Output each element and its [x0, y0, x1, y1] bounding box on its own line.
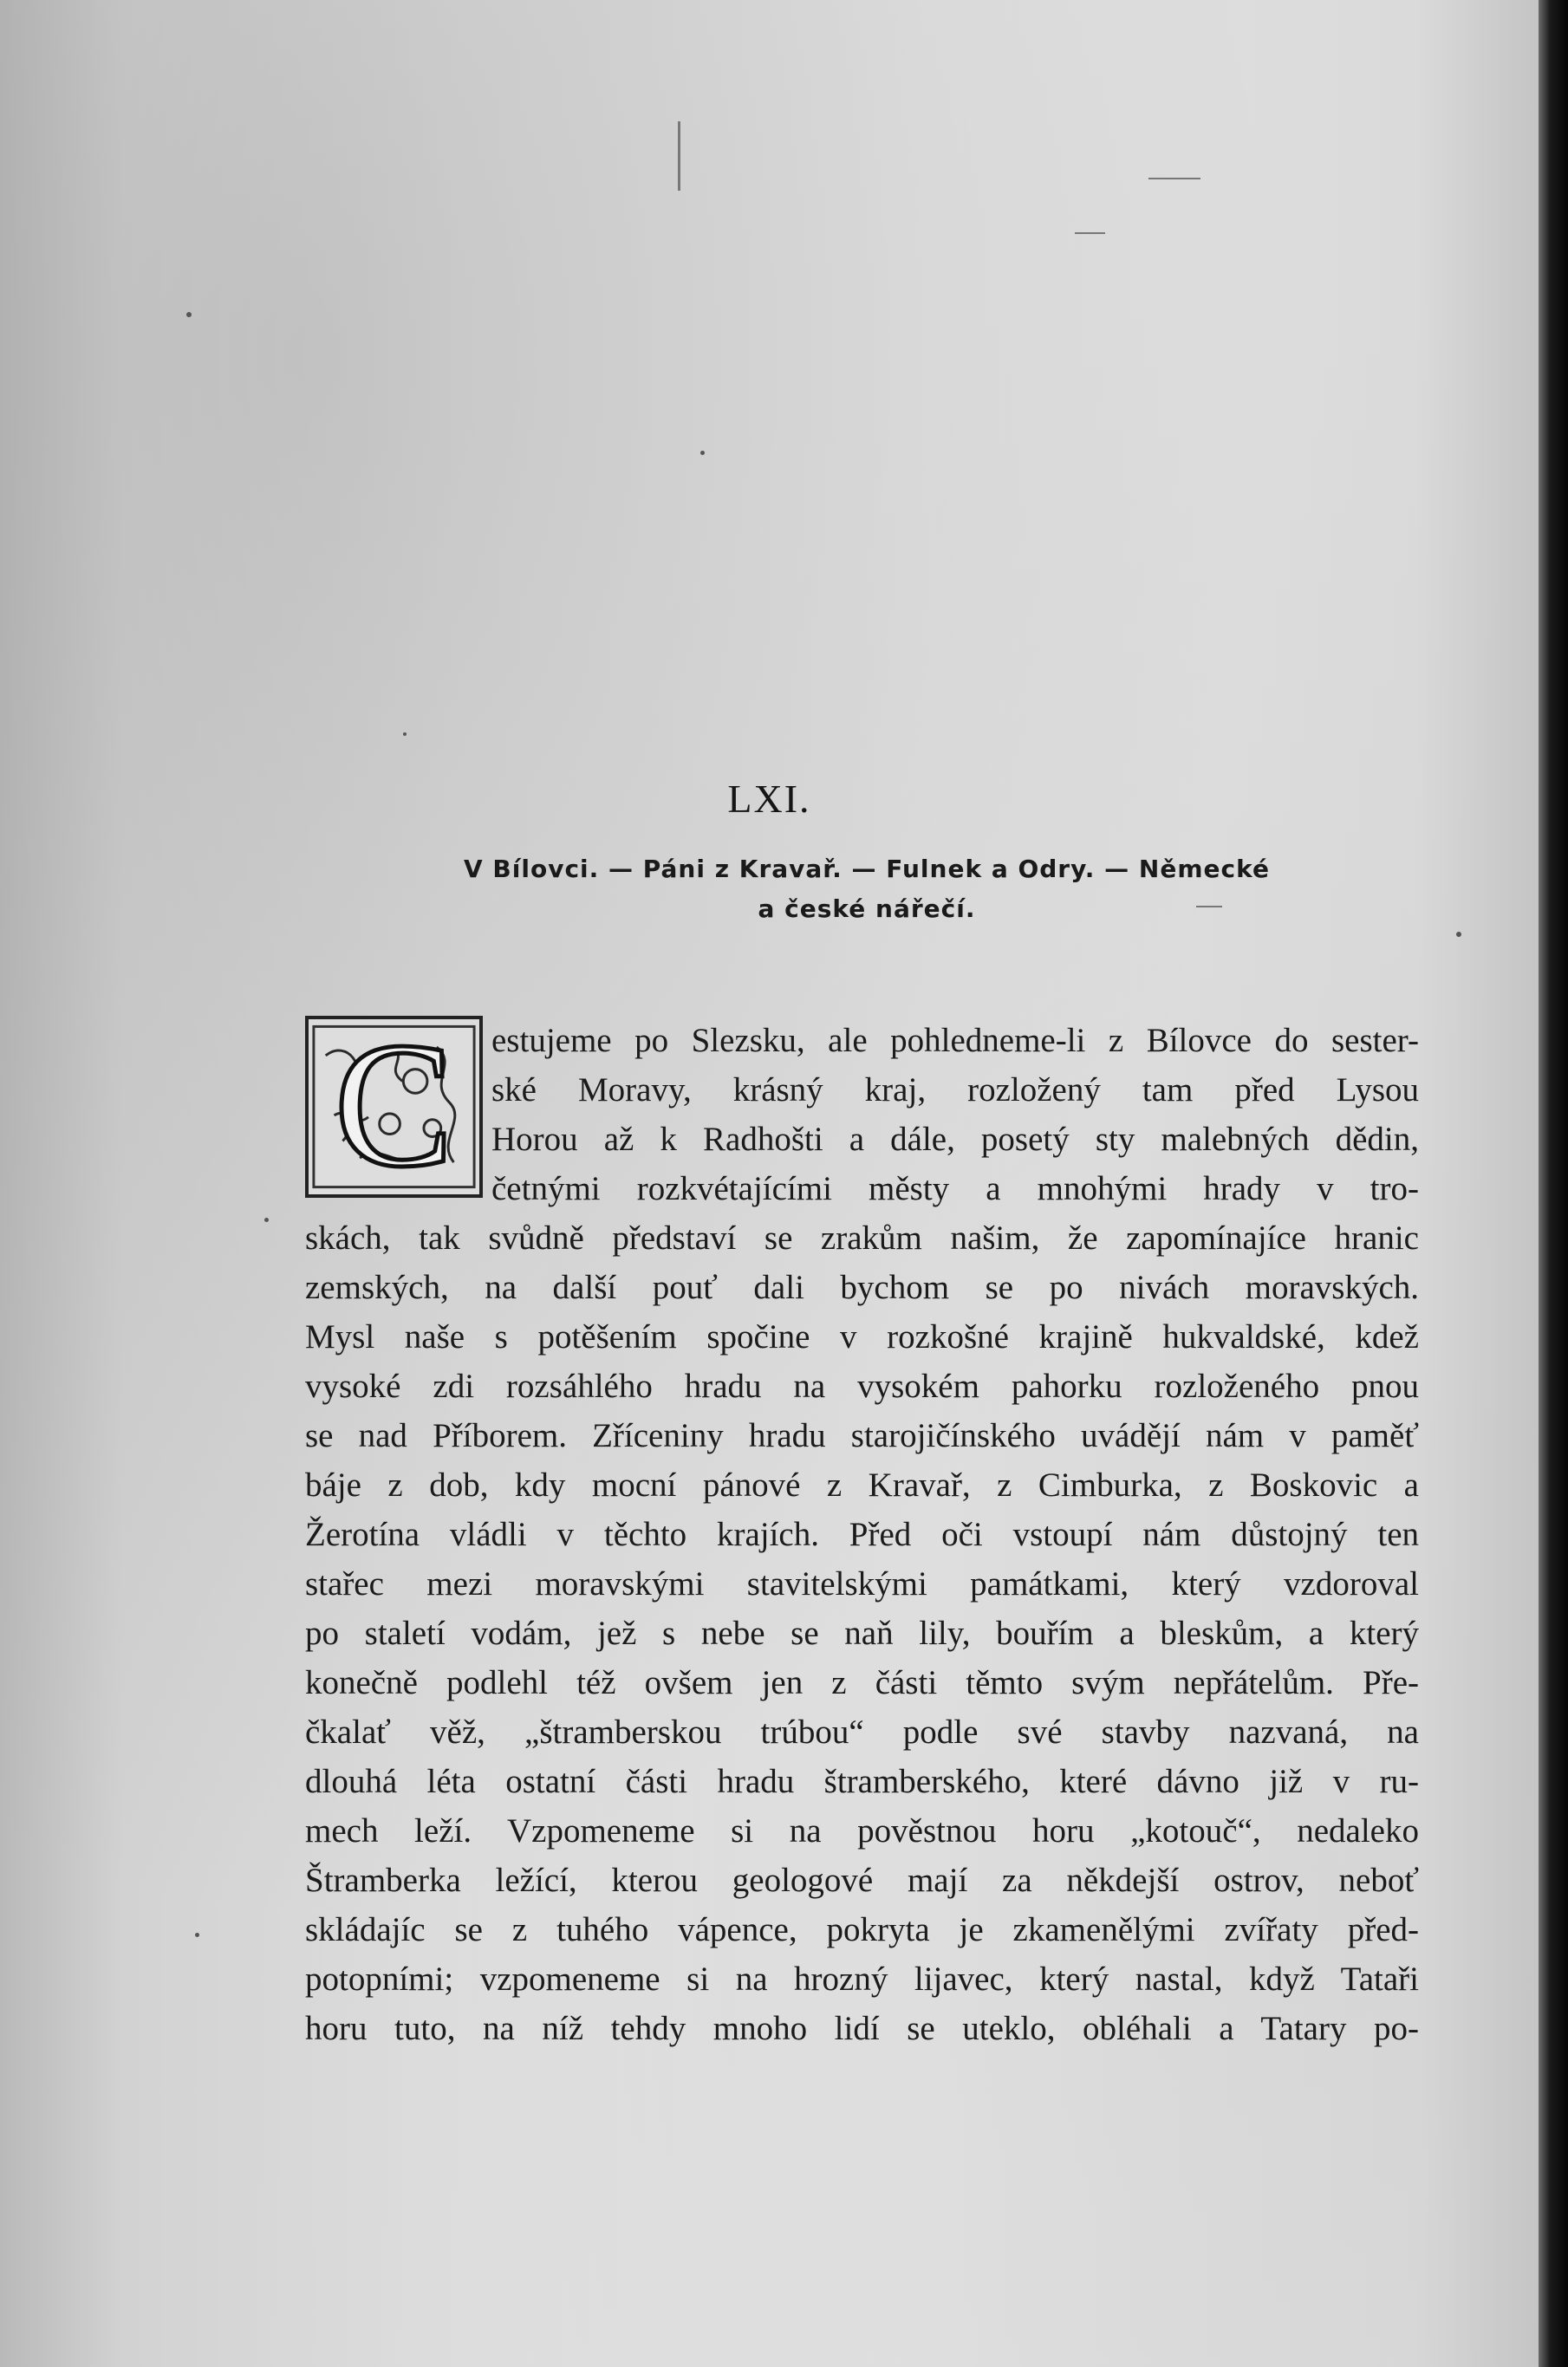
scan-scratch	[1075, 232, 1105, 234]
text-line: dlouhá léta ostatní části hradu štramberského, které dávno již v ru-	[305, 1763, 1419, 1800]
chapter-subtitle-line: a české nářečí.	[758, 894, 976, 923]
text-line: Mysl naše s potěšením spočine v rozkošné krajině hukvaldské, kdež	[305, 1318, 1419, 1356]
text-line: mech leží. Vzpomeneme si na pověstnou horu „kotouč“, nedaleko	[305, 1812, 1419, 1850]
dropcap-letter: C	[334, 1019, 454, 1194]
scan-speck	[1456, 932, 1461, 937]
scan-speck	[186, 312, 192, 317]
text-line: báje z dob, kdy mocní pánové z Kravař, z Cimburka, z Boskovic a	[305, 1466, 1419, 1504]
text-line: zemských, na další pouť dali bychom se po nivách moravských.	[305, 1269, 1419, 1306]
chapter-number: LXI.	[727, 777, 811, 821]
text-line: vysoké zdi rozsáhlého hradu na vysokém pahorku rozloženého pnou	[305, 1368, 1419, 1405]
text-line: čkalať věž, „štramberskou trúbou“ podle své stavby nazvaná, na	[305, 1713, 1419, 1751]
text-line: stařec mezi moravskými stavitelskými památkami, který vzdoroval	[305, 1565, 1419, 1603]
chapter-subtitle	[355, 849, 1378, 929]
text-line: ské Moravy, krásný kraj, rozložený tam před Lysou	[491, 1071, 1419, 1109]
text-line: po staletí vodám, jež s nebe se naň lily, bouřím a bleskům, a který	[305, 1615, 1419, 1652]
scan-speck	[264, 1218, 269, 1222]
text-line: potopními; vzpomeneme si na hrozný lijavec, který nastal, když Tataři	[305, 1961, 1419, 1998]
text-line: četnými rozkvétajícími městy a mnohými hrady v tro-	[491, 1170, 1419, 1207]
scan-scratch	[1148, 178, 1200, 179]
text-line: Žerotína vládli v těchto krajích. Před oči vstoupí nám důstojný ten	[305, 1516, 1419, 1553]
text-line: konečně podlehl též ovšem jen z části těmto svým nepřátelům. Pře-	[305, 1664, 1419, 1701]
text-line: skládajíc se z tuhého vápence, pokryta je zkamenělými zvířaty před-	[305, 1911, 1419, 1948]
body-text	[305, 1016, 1419, 2053]
scan-dark-edge	[1539, 0, 1568, 2367]
scan-speck	[195, 1933, 199, 1937]
chapter-subtitle-line: V Bílovci. — Páni z Kravař. — Fulnek a Odry. — Německé	[464, 855, 1270, 883]
text-line: estujeme po Slezsku, ale pohledneme-li z Bílovce do sester-	[491, 1022, 1419, 1059]
scan-speck	[403, 732, 407, 736]
text-line: horu tuto, na níž tehdy mnoho lidí se uteklo, obléhali a Tatary po-	[305, 2010, 1419, 2047]
scan-scratch	[678, 121, 680, 191]
text-line: se nad Příborem. Zříceniny hradu starojičínského uvádějí nám v paměť	[305, 1417, 1419, 1454]
text-line: Štramberka ležící, kterou geologové mají za někdejší ostrov, neboť	[305, 1862, 1419, 1899]
scan-speck	[700, 451, 705, 455]
text-line: Horou až k Radhošti a dále, posetý sty malebných dědin,	[491, 1121, 1419, 1158]
text-line: skách, tak svůdně představí se zrakům našim, že zapomínajíce hranic	[305, 1219, 1419, 1257]
